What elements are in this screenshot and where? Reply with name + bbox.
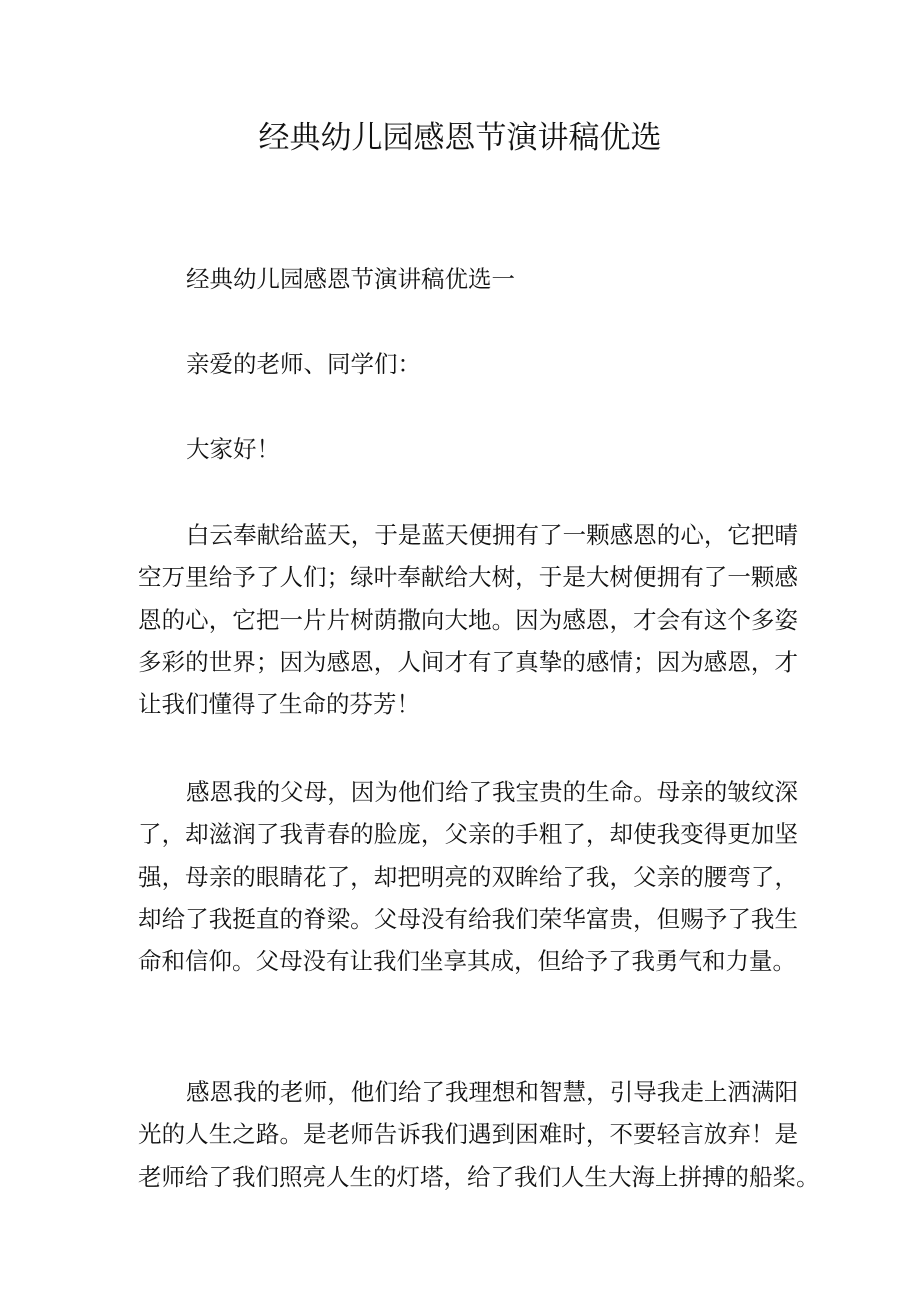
paragraph-line: 光的人生之路。是老师告诉我们遇到困难时，不要轻言放弃！是 — [138, 1120, 798, 1149]
paragraph-line: 命和信仰。父母没有让我们坐享其成，但给予了我勇气和力量。 — [138, 947, 796, 976]
salutation — [138, 428, 798, 470]
paragraph-line: 了，却滋润了我青春的脸庞，父亲的手粗了，却使我变得更加坚 — [138, 820, 798, 849]
paragraph-line: 恩的心，它把一片片树荫撒向大地。因为感恩，才会有这个多姿 — [138, 605, 798, 634]
paragraph-line: 多彩的世界；因为感恩，人间才有了真挚的感情；因为感恩，才 — [138, 647, 798, 676]
paragraph-line: 老师给了我们照亮人生的灯塔，给了我们人生大海上拼搏的船桨。 — [138, 1162, 820, 1191]
section-subtitle — [138, 258, 798, 300]
greeting — [138, 343, 798, 385]
salutation-line: 大家好！ — [186, 435, 280, 463]
paragraph-line: 让我们懂得了生命的芬芳！ — [138, 690, 420, 719]
subtitle-line: 经典幼儿园感恩节演讲稿优选一 — [186, 265, 515, 293]
greeting-line: 亲爱的老师、同学们： — [186, 350, 421, 378]
document-title: 经典幼儿园感恩节演讲稿优选 — [258, 120, 662, 156]
paragraph-line: 强，母亲的眼睛花了，却把明亮的双眸给了我，父亲的腰弯了， — [138, 862, 798, 891]
paragraph-2 — [138, 771, 798, 982]
paragraph-line: 感恩我的老师，他们给了我理想和智慧，引导我走上洒满阳 — [186, 1078, 798, 1106]
paragraph-1 — [138, 514, 798, 725]
paragraph-3 — [138, 1071, 820, 1198]
paragraph-line: 空万里给予了人们；绿叶奉献给大树，于是大树便拥有了一颗感 — [138, 563, 798, 592]
paragraph-line: 感恩我的父母，因为他们给了我宝贵的生命。母亲的皱纹深 — [186, 778, 798, 806]
paragraph-line: 白云奉献给蓝天，于是蓝天便拥有了一颗感恩的心，它把晴 — [186, 521, 798, 549]
paragraph-line: 却给了我挺直的脊梁。父母没有给我们荣华富贵，但赐予了我生 — [138, 904, 798, 933]
